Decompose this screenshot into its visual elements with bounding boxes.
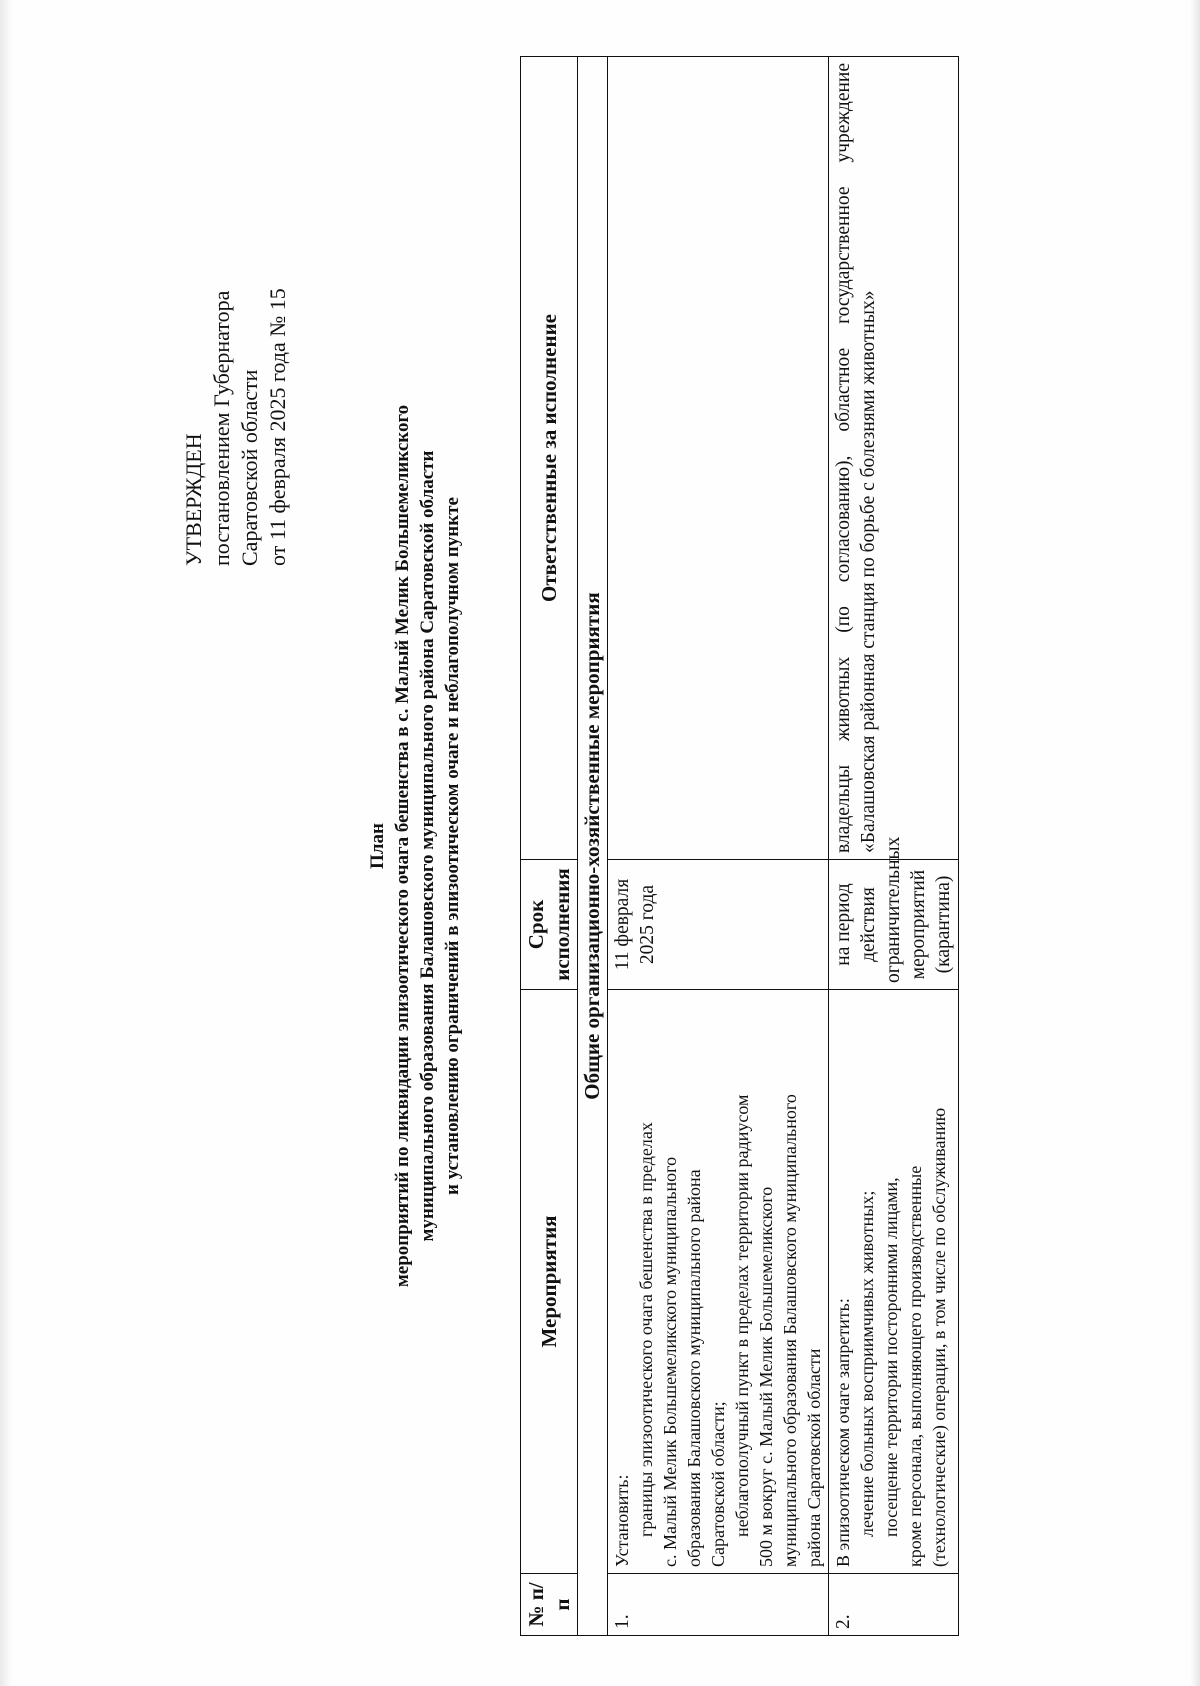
section-row bbox=[578, 57, 608, 1636]
title-line: и установлению ограничений в эпизоотическом очаге и неблагополучном пункте bbox=[442, 497, 463, 1195]
approval-title: УТВЕРЖДЕН bbox=[181, 433, 206, 566]
row-term: на период действия ограничительных мероприятий (карантина) bbox=[829, 860, 959, 990]
row-activity bbox=[829, 990, 959, 1574]
row-responsible bbox=[608, 57, 829, 860]
activity-line: района Саратовской области bbox=[804, 1348, 824, 1567]
header-responsible: Ответственные за исполнение bbox=[521, 57, 578, 860]
title-line: мероприятий по ликвидации эпизоотического очага бешенства в с. Малый Мелик Большемеликского bbox=[392, 404, 413, 1288]
document-title bbox=[365, 66, 465, 1626]
activity-line: неблагополучный пункт в пределах территории радиусом bbox=[732, 1094, 752, 1537]
scan-edge-right bbox=[1190, 0, 1200, 1686]
table-row bbox=[829, 57, 959, 1636]
title-line: муниципального образования Балашовского муниципального района Саратовской области bbox=[417, 450, 438, 1242]
table-header-row bbox=[521, 57, 578, 1636]
activity-line: границы эпизоотического очага бешенства в пределах bbox=[636, 1122, 656, 1537]
activity-line: Саратовской области; bbox=[708, 1401, 728, 1567]
activity-line: Установить: bbox=[612, 1474, 632, 1567]
header-term: Срок исполнения bbox=[521, 860, 578, 990]
approval-date: от 11 февраля 2025 года № 15 bbox=[265, 288, 290, 566]
row-activity bbox=[608, 990, 829, 1574]
activity-line: муниципального образования Балашовского муниципального bbox=[780, 1094, 800, 1567]
section-title: Общие организационно-хозяйственные мероприятия bbox=[578, 57, 608, 1636]
approval-line: постановлением Губернатора bbox=[209, 290, 234, 566]
title-heading: План bbox=[367, 823, 388, 869]
approval-stamp-block bbox=[180, 46, 292, 566]
approval-line: Саратовской области bbox=[237, 369, 262, 566]
row-num: 1. bbox=[608, 1574, 829, 1636]
activity-line: кроме персонала, выполняющего производственные bbox=[905, 1165, 925, 1567]
activity-line: образования Балашовского муниципального района bbox=[684, 1169, 704, 1567]
table-row bbox=[608, 57, 829, 1636]
activity-line: В эпизоотическом очаге запретить: bbox=[833, 1298, 853, 1567]
activity-line: посещение территории посторонними лицами, bbox=[881, 1177, 901, 1537]
activity-line: (технологические) операции, в том числе по обслуживанию bbox=[929, 1107, 949, 1567]
row-term: 11 февраля 2025 года bbox=[608, 860, 829, 990]
activity-line: 500 м вокруг с. Малый Мелик Большемеликского bbox=[756, 1186, 776, 1567]
scan-edge-left bbox=[0, 0, 12, 1686]
activity-line: лечение больных восприимчивых животных; bbox=[857, 1190, 877, 1537]
row-responsible: владельцы животных (по согласованию), областное государственное учреждение «Балашовская районная станция по борьбе с болезнями животных» bbox=[829, 57, 959, 860]
row-num: 2. bbox=[829, 1574, 959, 1636]
rotated-document-page bbox=[20, 26, 1180, 1686]
activity-line: с. Малый Мелик Большемеликского муниципального bbox=[660, 1156, 680, 1567]
header-num: № п/п bbox=[521, 1574, 578, 1636]
plan-table bbox=[520, 56, 959, 1636]
header-activity: Мероприятия bbox=[521, 990, 578, 1574]
